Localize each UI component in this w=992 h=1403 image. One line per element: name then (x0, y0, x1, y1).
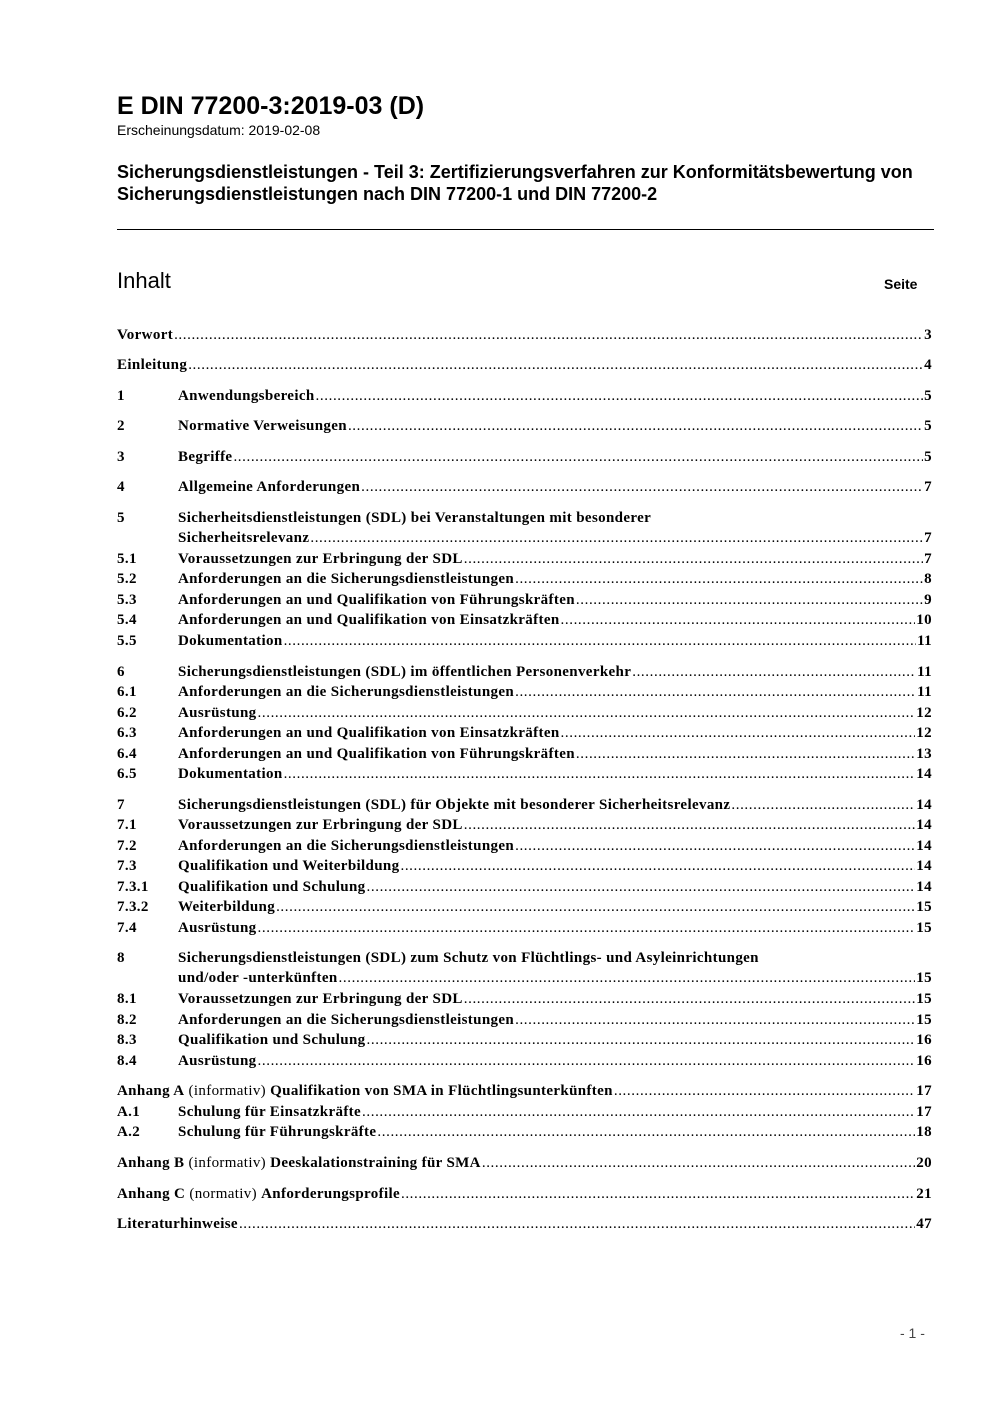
toc-dot-leader (464, 815, 916, 835)
toc-entry[interactable] (117, 682, 932, 702)
toc-dot-leader (482, 1153, 915, 1173)
page-column-label: Seite (884, 276, 918, 292)
toc-entry[interactable] (117, 989, 932, 1009)
toc-entry[interactable] (117, 836, 932, 856)
toc-entry-label: Schulung für Führungskräfte (178, 1124, 377, 1140)
toc-dot-leader (367, 1030, 916, 1050)
toc-dot-leader (188, 355, 923, 375)
toc-entry-label: Ausrüstung (178, 705, 257, 721)
toc-dot-leader (515, 682, 916, 702)
toc-entry[interactable] (117, 1030, 932, 1050)
toc-entry-number: 8 (117, 950, 125, 966)
toc-entry[interactable] (117, 856, 932, 876)
toc-entry-page: 11 (917, 664, 932, 680)
toc-entry[interactable] (117, 877, 932, 897)
toc-entry-number: 8.4 (117, 1053, 137, 1069)
publication-date: Erscheinungsdatum: 2019-02-08 (117, 122, 321, 138)
toc-entry-label: Anhang B (informativ) Deeskalationstraining für SMA (117, 1155, 481, 1171)
toc-dot-leader (310, 528, 923, 548)
toc-entry-number: 3 (117, 449, 125, 465)
toc-dot-leader (284, 631, 917, 651)
toc-entry-page: 5 (924, 418, 932, 434)
toc-dot-leader (731, 795, 915, 815)
toc-dot-leader (401, 1184, 915, 1204)
toc-dot-leader (515, 1010, 915, 1030)
toc-entry-label: Qualifikation und Weiterbildung (178, 858, 400, 874)
toc-entry-number: 5.3 (117, 592, 137, 608)
toc-dot-leader (361, 477, 923, 497)
toc-entry-page: 15 (916, 1012, 932, 1028)
toc-dot-leader (367, 877, 916, 897)
toc-entry-number: 6.5 (117, 766, 137, 782)
toc-entry-label: Sicherungsdienstleistungen (SDL) im öffentlichen Personenverkehr (178, 664, 632, 680)
toc-entry-number: 6 (117, 664, 125, 680)
toc-entry-label: Sicherungsdienstleistungen (SDL) für Objekte mit besonderer Sicherheitsrelevanz (178, 797, 731, 813)
document-id: E DIN 77200-3:2019-03 (D) (117, 92, 425, 120)
toc-entry[interactable] (117, 1051, 932, 1071)
toc-dot-leader (348, 416, 923, 436)
toc-entry[interactable] (117, 918, 932, 938)
toc-dot-leader (362, 1102, 915, 1122)
toc-dot-leader (276, 897, 915, 917)
toc-entry-label: Voraussetzungen zur Erbringung der SDL (178, 991, 463, 1007)
toc-entry[interactable] (117, 528, 932, 548)
toc-entry-label: Anforderungen an die Sicherungsdienstleistungen (178, 571, 515, 587)
toc-entry-number: A.1 (117, 1104, 141, 1120)
toc-entry-label: Dokumentation (178, 633, 283, 649)
toc-entry-number: 4 (117, 479, 125, 495)
toc-dot-leader (464, 989, 916, 1009)
toc-entry[interactable] (117, 897, 932, 917)
toc-entry-number: 8.2 (117, 1012, 137, 1028)
toc-entry-number: 7 (117, 797, 125, 813)
toc-entry-number: A.2 (117, 1124, 141, 1140)
toc-entry-page: 7 (924, 551, 932, 567)
toc-entry-number: 5.5 (117, 633, 137, 649)
toc-entry[interactable] (117, 1122, 932, 1142)
toc-dot-leader (284, 764, 916, 784)
toc-entry[interactable] (117, 662, 932, 682)
toc-entry-label: Einleitung (117, 357, 188, 373)
toc-entry-label: Schulung für Einsatzkräfte (178, 1104, 362, 1120)
toc-entry-page: 14 (916, 879, 932, 895)
toc-entry[interactable] (117, 1010, 932, 1030)
toc-heading: Inhalt (117, 268, 171, 293)
toc-entry[interactable] (117, 1214, 932, 1234)
toc-entry-number: 7.3.1 (117, 879, 149, 895)
toc-entry-page: 14 (916, 766, 932, 782)
toc-entry-number: 7.1 (117, 817, 137, 833)
toc-entry-label: Anhang A (informativ) Qualifikation von SMA in Flüchtlingsunterkünften (117, 1083, 613, 1099)
toc-entry-label: Anforderungen an die Sicherungsdienstleistungen (178, 684, 515, 700)
toc-entry[interactable] (117, 355, 932, 375)
toc-entry[interactable] (117, 610, 932, 630)
toc-entry-label: Qualifikation und Schulung (178, 879, 366, 895)
toc-entry-page: 17 (916, 1104, 932, 1120)
toc-entry-number: 2 (117, 418, 125, 434)
toc-entry-number: 6.4 (117, 746, 137, 762)
toc-entry-page: 11 (917, 684, 932, 700)
toc-entry-number: 8.1 (117, 991, 137, 1007)
toc-entry-page: 4 (924, 357, 932, 373)
toc-entry-page: 14 (916, 817, 932, 833)
toc-entry-label: Anforderungen an und Qualifikation von Einsatzkräften (178, 612, 560, 628)
toc-entry-number: 5.1 (117, 551, 137, 567)
toc-entry-label: Ausrüstung (178, 920, 257, 936)
toc-entry-label: Anforderungen an und Qualifikation von Führungskräften (178, 592, 575, 608)
toc-entry-label: Anwendungsbereich (178, 388, 315, 404)
toc-dot-leader (561, 610, 916, 630)
toc-entry-page: 13 (916, 746, 932, 762)
toc-entry[interactable] (117, 723, 932, 743)
toc-dot-leader (632, 662, 916, 682)
toc-entry-number: 6.1 (117, 684, 137, 700)
toc-entry-page: 21 (916, 1186, 932, 1202)
toc-entry[interactable] (117, 386, 932, 406)
toc-entry[interactable] (117, 325, 932, 345)
toc-entry[interactable] (117, 968, 932, 988)
toc-entry-page: 15 (916, 991, 932, 1007)
toc-entry-label: Voraussetzungen zur Erbringung der SDL (178, 817, 463, 833)
toc-entry-number: 7.3.2 (117, 899, 149, 915)
page-number: - 1 - (900, 1325, 925, 1341)
toc-entry[interactable] (117, 1081, 932, 1101)
toc-dot-leader (614, 1081, 915, 1101)
toc-dot-leader (515, 836, 915, 856)
toc-entry-page: 12 (916, 705, 932, 721)
toc-entry[interactable] (117, 447, 932, 467)
toc-entry[interactable] (117, 764, 932, 784)
toc-entry[interactable] (117, 703, 932, 723)
toc-dot-leader (233, 447, 923, 467)
toc-entry-page: 47 (916, 1216, 932, 1232)
toc-entry-label: Dokumentation (178, 766, 283, 782)
toc-entry[interactable] (117, 631, 932, 651)
toc-entry-page: 14 (916, 858, 932, 874)
toc-entry-number: 5.2 (117, 571, 137, 587)
toc-entry-page: 8 (924, 571, 932, 587)
toc-entry-page: 20 (916, 1155, 932, 1171)
document-title: Sicherungsdienstleistungen - Teil 3: Zertifizierungsverfahren zur Konformitätsbewertung von Sicherungsdienstleistungen nach DIN 77200-1 und DIN 77200-2 (117, 162, 913, 204)
toc-entry-label: Anforderungen an die Sicherungsdienstleistungen (178, 838, 515, 854)
toc-entry-number: 6.3 (117, 725, 137, 741)
toc-entry-label: und/oder -unterkünften (178, 970, 338, 986)
toc-entry-page: 9 (924, 592, 932, 608)
toc-entry[interactable] (117, 569, 932, 589)
toc-entry-page: 15 (916, 899, 932, 915)
toc-entry-number: 5 (117, 510, 125, 526)
toc-entry-page: 15 (916, 920, 932, 936)
toc-entry-page: 12 (916, 725, 932, 741)
toc-entry-number-row (117, 948, 178, 968)
toc-entry[interactable] (117, 815, 932, 835)
toc-dot-leader (561, 723, 916, 743)
toc-entry-page: 5 (924, 449, 932, 465)
toc-entry-page: 15 (916, 970, 932, 986)
toc-dot-leader (174, 325, 923, 345)
toc-entry-number: 7.2 (117, 838, 137, 854)
toc-entry-page: 14 (916, 797, 932, 813)
toc-entry[interactable] (117, 477, 932, 497)
toc-dot-leader (515, 569, 923, 589)
toc-entry-number: 7.3 (117, 858, 137, 874)
toc-entry-number: 5.4 (117, 612, 137, 628)
toc-entry-label: Qualifikation und Schulung (178, 1032, 366, 1048)
toc-entry[interactable] (117, 1184, 932, 1204)
toc-dot-leader (377, 1122, 915, 1142)
toc-entry-label: Voraussetzungen zur Erbringung der SDL (178, 551, 463, 567)
toc-entry-label: Anforderungen an und Qualifikation von Führungskräften (178, 746, 575, 762)
toc-entry[interactable] (117, 744, 932, 764)
toc-entry-label: Literaturhinweise (117, 1216, 238, 1232)
toc-entry[interactable] (117, 590, 932, 610)
toc-entry[interactable] (117, 1153, 932, 1173)
toc-entry-label: Weiterbildung (178, 899, 276, 915)
toc-entry-label: Begriffe (178, 449, 233, 465)
toc-entry-page: 7 (924, 479, 932, 495)
toc-entry-page: 14 (916, 838, 932, 854)
toc-entry-label: Ausrüstung (178, 1053, 257, 1069)
toc-entry[interactable] (117, 1102, 932, 1122)
toc-entry[interactable] (117, 549, 932, 569)
title-divider (117, 229, 934, 230)
toc-entry-page: 16 (916, 1053, 932, 1069)
toc-entry-page: 11 (917, 633, 932, 649)
toc-dot-leader (400, 856, 915, 876)
toc-entry-number-row (117, 508, 178, 528)
toc-entry-page: 10 (916, 612, 932, 628)
toc-entry[interactable] (117, 416, 932, 436)
toc-entry-label-line1[interactable]: Sicherheitsdienstleistungen (SDL) bei Veranstaltungen mit besonderer (178, 510, 652, 526)
toc-entry-label: Vorwort (117, 327, 174, 343)
toc-dot-leader (316, 386, 924, 406)
toc-dot-leader (576, 744, 915, 764)
toc-dot-leader (339, 968, 916, 988)
toc-entry-page: 5 (924, 388, 932, 404)
toc-entry[interactable] (117, 795, 932, 815)
toc-entry-number: 1 (117, 388, 125, 404)
toc-entry-label: Anhang C (normativ) Anforderungsprofile (117, 1186, 400, 1202)
toc-entry-number: 7.4 (117, 920, 137, 936)
toc-entry-label: Sicherheitsrelevanz (178, 530, 310, 546)
toc-entry-label: Allgemeine Anforderungen (178, 479, 361, 495)
toc-dot-leader (258, 918, 916, 938)
toc-dot-leader (258, 1051, 916, 1071)
toc-entry-page: 18 (916, 1124, 932, 1140)
toc-dot-leader (258, 703, 916, 723)
toc-dot-leader (239, 1214, 915, 1234)
toc-entry-number: 8.3 (117, 1032, 137, 1048)
toc-entry-label: Anforderungen an die Sicherungsdienstleistungen (178, 1012, 515, 1028)
toc-entry-label-line1[interactable]: Sicherungsdienstleistungen (SDL) zum Schutz von Flüchtlings- und Asyleinrichtungen (178, 950, 759, 966)
toc-entry-label: Normative Verweisungen (178, 418, 347, 434)
toc-entry-page: 16 (916, 1032, 932, 1048)
toc-entry-label: Anforderungen an und Qualifikation von Einsatzkräften (178, 725, 560, 741)
toc-dot-leader (576, 590, 923, 610)
toc-entry-number: 6.2 (117, 705, 137, 721)
toc-entry-page: 17 (916, 1083, 932, 1099)
toc-entry-page: 3 (924, 327, 932, 343)
toc-dot-leader (464, 549, 923, 569)
toc-entry-page: 7 (924, 530, 932, 546)
